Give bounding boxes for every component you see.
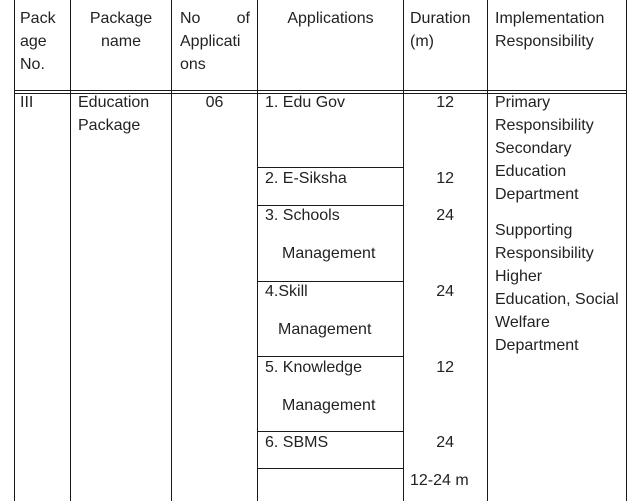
application-duration: 12 [436,359,454,376]
header-duration: Duration (m) [410,10,471,50]
header-num-applications: No of Applicati ons [180,10,250,73]
application-item: 3. Schools [265,207,340,224]
application-duration: 24 [436,207,454,224]
column-divider [487,0,488,501]
application-item: 1. Edu Gov [265,94,346,111]
primary-responsibility: Primary Responsibility Secondary Education Department [495,94,594,203]
application-item: 5. Knowledge [265,359,362,376]
application-item: 6. SBMS [265,434,329,451]
header-responsibility: Implementation Responsibility [495,10,605,50]
column-divider [70,0,71,501]
application-item-continued: Management [282,245,376,262]
app-row-divider [257,468,404,469]
application-item-continued: Management [278,321,372,338]
application-item: 4.Skill [265,283,308,300]
supporting-responsibility: Supporting Responsibility Higher Education, Social Welfare Department [495,222,619,354]
column-divider [171,0,172,501]
cell-package-no: III [20,94,34,111]
header-package-no: Pack age No. [20,10,56,73]
cell-package-name: Education Package [78,94,150,134]
total-duration: 12-24 m [410,472,469,489]
application-duration: 12 [436,170,454,187]
application-duration: 24 [436,434,454,451]
column-divider [257,0,258,501]
application-item: 2. E-Siksha [265,170,347,187]
table-border [626,0,627,501]
header-applications: Applications [287,10,374,27]
column-divider [403,0,404,501]
application-item-continued: Management [282,397,376,414]
application-duration: 24 [436,283,454,300]
cell-num-applications: 06 [205,94,224,111]
application-duration: 12 [436,94,454,111]
table-border [14,0,15,501]
header-package-name: Package name [89,10,153,50]
